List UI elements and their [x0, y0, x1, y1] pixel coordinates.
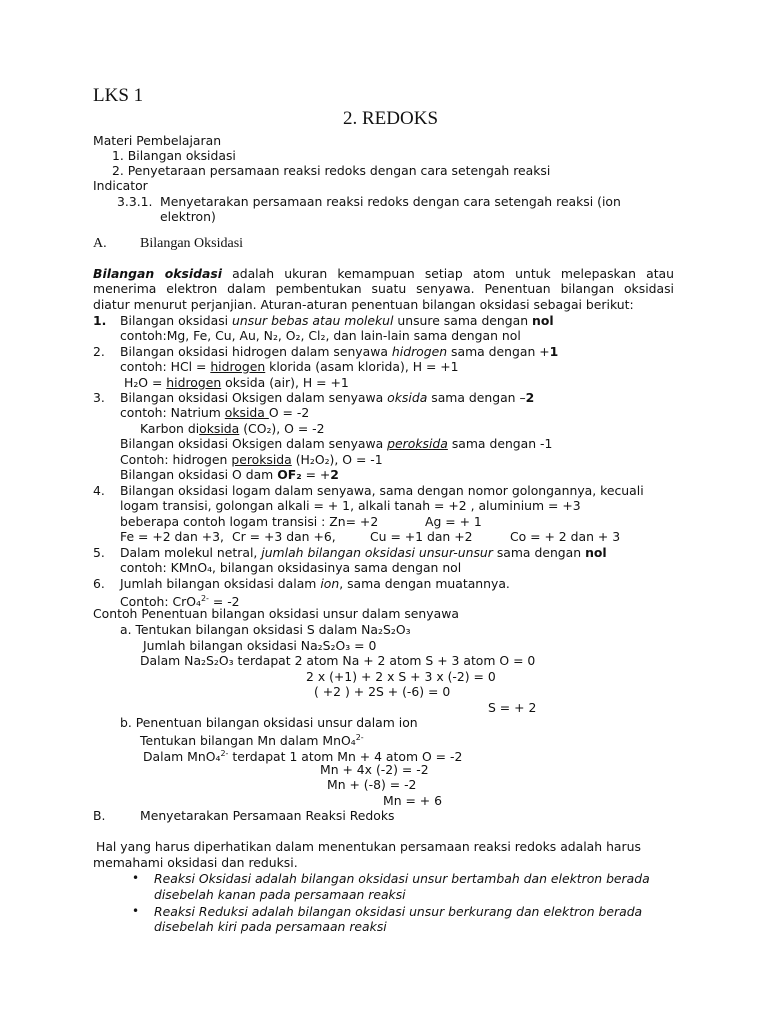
materi-item: 1. Bilangan oksidasi [112, 148, 236, 163]
indicator-text: Menyetarakan persamaan reaksi redoks dengan cara setengah reaksi (ion [160, 194, 621, 209]
rule-number: 5. [93, 545, 105, 560]
rule-number: 1. [93, 313, 107, 328]
rule-3-peroxide-example: Contoh: hidrogen peroksida (H₂O₂), O = -1 [120, 452, 383, 467]
rule-3-of2: Bilangan oksidasi O dam OF₂ = +2 [120, 467, 339, 482]
bullet-text: Reaksi Reduksi adalah bilangan oksidasi unsur berkurang dan elektron berada [154, 904, 643, 919]
bullet-text-cont: disebelah kiri pada persamaan reaksi [154, 919, 387, 934]
rule-4-example: Fe = +2 dan +3, [120, 529, 224, 544]
rule-2-example: H₂O = hidrogen oksida (air), H = +1 [124, 375, 349, 390]
example-a-line: 2 x (+1) + 2 x S + 3 x (-2) = 0 [306, 669, 496, 684]
paragraph-line: memahami oksidasi dan reduksi. [93, 855, 298, 870]
example-a-result: S = + 2 [488, 700, 537, 715]
bullet-text: Reaksi Oksidasi adalah bilangan oksidasi unsur bertambah dan elektron berada [154, 871, 650, 886]
indicator-number: 3.3.1. [117, 194, 153, 209]
rule-2: Bilangan oksidasi hidrogen dalam senyawa hidrogen sama dengan +1 [120, 344, 559, 359]
example-a-line: Dalam Na₂S₂O₃ terdapat 2 atom Na + 2 atom S + 3 atom O = 0 [140, 653, 536, 668]
rule-3-example: contoh: Natrium oksida O = -2 [120, 405, 310, 420]
section-a-title: Bilangan Oksidasi [140, 236, 244, 251]
section-b-letter: B. [93, 808, 106, 823]
rule-number: 4. [93, 483, 105, 498]
rule-2-example: contoh: HCl = hidrogen klorida (asam klorida), H = +1 [120, 359, 459, 374]
example-b-line: Tentukan bilangan Mn dalam MnO₄$^{2-}$ [140, 733, 364, 749]
rule-6-example: Contoh: CrO₄$^{2-}$ = -2 [120, 594, 240, 610]
page-title: 2. REDOKS [343, 108, 439, 129]
intro-line: Bilangan oksidasi adalah ukuran kemampuan setiap atom untuk melepaskan atau [93, 266, 675, 281]
example-b-line: Mn + 4x (-2) = -2 [320, 762, 429, 777]
rule-4-cont: logam transisi, golongan alkali = + 1, alkali tanah = +2 , aluminium = +3 [120, 498, 581, 513]
indicator-label: Indicator [93, 178, 148, 193]
rule-5-example: contoh: KMnO₄, bilangan oksidasinya sama dengan nol [120, 560, 462, 575]
intro-line: diatur menurut perjanjian. Aturan-aturan penentuan bilangan oksidasi sebagai berikut: [93, 297, 634, 312]
example-b-result: Mn = + 6 [383, 793, 443, 808]
intro-line: menerima elektron dalam pembentukan suatu senyawa. Penentuan bilangan oksidasi [93, 281, 674, 296]
rule-4-example: Co = + 2 dan + 3 [510, 529, 621, 544]
rule-3-example: Karbon dioksida (CO₂), O = -2 [140, 421, 325, 436]
rule-4: Bilangan oksidasi logam dalam senyawa, sama dengan nomor golongannya, kecuali [120, 483, 644, 498]
indicator-text-cont: elektron) [160, 209, 216, 224]
rule-3: Bilangan oksidasi Oksigen dalam senyawa oksida sama dengan –2 [120, 390, 535, 405]
intro-term: Bilangan oksidasi [93, 266, 222, 281]
example-a-line: Jumlah bilangan oksidasi Na₂S₂O₃ = 0 [143, 638, 377, 653]
bullet-icon: • [132, 904, 140, 918]
document-label: LKS 1 [93, 85, 144, 106]
section-b-title: Menyetarakan Persamaan Reaksi Redoks [140, 808, 395, 823]
materi-item: 2. Penyetaraan persamaan reaksi redoks dengan cara setengah reaksi [112, 163, 551, 178]
bullet-icon: • [132, 871, 140, 885]
bullet-text-cont: disebelah kanan pada persamaan reaksi [154, 887, 406, 902]
example-b-line: Mn + (-8) = -2 [327, 777, 417, 792]
example-a-label: a. Tentukan bilangan oksidasi S dalam Na₂S₂O₃ [120, 622, 411, 637]
example-b-line: Dalam MnO₄$^{2-}$ terdapat 1 atom Mn + 4 atom O = -2 [143, 749, 463, 765]
paragraph-line: Hal yang harus diperhatikan dalam menentukan persamaan reaksi redoks adalah harus [96, 839, 641, 854]
rule-number: 6. [93, 576, 105, 591]
rule-6: Jumlah bilangan oksidasi dalam ion, sama dengan muatannya. [120, 576, 510, 591]
rule-1-example: contoh:Mg, Fe, Cu, Au, N₂, O₂, Cl₂, dan lain-lain sama dengan nol [120, 328, 521, 343]
materi-label: Materi Pembelajaran [93, 133, 222, 148]
rule-number: 3. [93, 390, 105, 405]
rule-3-peroxide: Bilangan oksidasi Oksigen dalam senyawa peroksida sama dengan -1 [120, 436, 553, 451]
rule-4-example: Cr = +3 dan +6, [232, 529, 336, 544]
rule-number: 2. [93, 344, 105, 359]
rule-5: Dalam molekul netral, jumlah bilangan oksidasi unsur-unsur sama dengan nol [120, 545, 607, 560]
rule-1: Bilangan oksidasi unsur bebas atau molekul unsure sama dengan nol [120, 313, 554, 328]
example-a-line: ( +2 ) + 2S + (-6) = 0 [314, 684, 451, 699]
section-a-letter: A. [93, 236, 107, 251]
rule-4-example: beberapa contoh logam transisi : Zn= +2 [120, 514, 379, 529]
example-heading: Contoh Penentuan bilangan oksidasi unsur dalam senyawa [93, 606, 459, 621]
rule-4-example: Ag = + 1 [425, 514, 482, 529]
rule-4-example: Cu = +1 dan +2 [370, 529, 473, 544]
example-b-label: b. Penentuan bilangan oksidasi unsur dalam ion [120, 715, 418, 730]
